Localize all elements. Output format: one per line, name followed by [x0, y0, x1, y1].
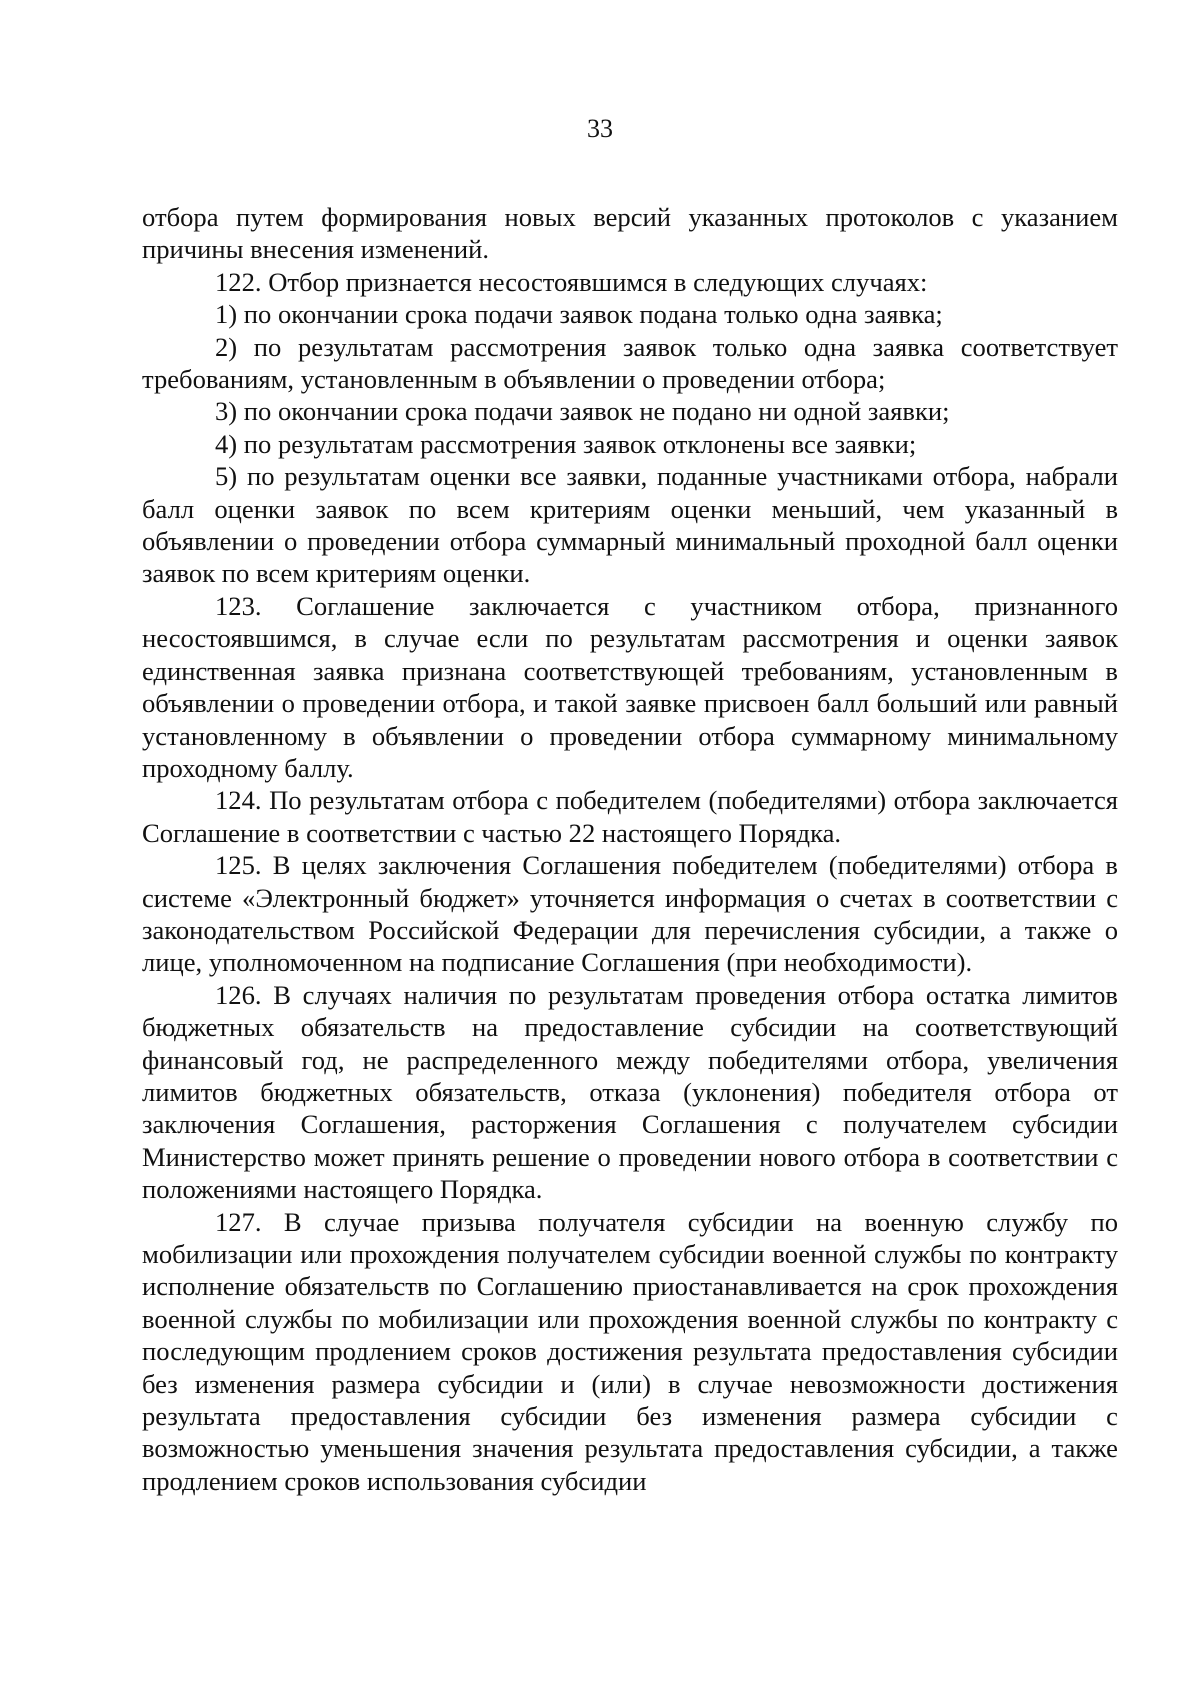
list-item-4: 4) по результатам рассмотрения заявок отклонены все заявки; [215, 428, 917, 459]
paragraph-124: 124. По результатам отбора с победителем (победителями) отбора заключается Соглашение в соответствии с частью 22 настоящего Порядка. [142, 785, 1118, 848]
list-item-1: 1) по окончании срока подачи заявок подана только одна заявка; [215, 299, 943, 330]
paragraph-125: 125. В целях заключения Соглашения победителем (победителями) отбора в системе «Электронный бюджет» уточняется информация о счетах в соответствии с законодательством Российской Федерации для перечисления субсидии, а также о лице, уполномоченном на подписание Соглашения (при необходимости). [142, 850, 1118, 978]
paragraph-127: 127. В случае призыва получателя субсидии на военную службу по мобилизации или прохождения получателем субсидии военной службы по контракту исполнение обязательств по Соглашению приостанавливается на срок прохождения военной службы по мобилизации или прохождения военной службы по контракту с последующим продлением сроков достижения результата предоставления субсидии без изменения размера субсидии и (или) в случае невозможности достижения результата предоставления субсидии без изменения размера субсидии с возможностью уменьшения значения результата предоставления субсидии, а также продлением сроков использования субсидии [142, 1206, 1118, 1496]
list-item-3: 3) по окончании срока подачи заявок не подано ни одной заявки; [215, 396, 950, 427]
paragraph-continuation: отбора путем формирования новых версий указанных протоколов с указанием причины внесения изменений. [142, 202, 1118, 265]
list-item-5: 5) по результатам оценки все заявки, поданные участниками отбора, набрали балл оценки заявок по всем критериям оценки меньший, чем указанный в объявлении о проведении отбора суммарный минимальный проходной балл оценки заявок по всем критериям оценки. [142, 461, 1118, 589]
document-body [142, 201, 1118, 1497]
paragraph-123: 123. Соглашение заключается с участником отбора, признанного несостоявшимся, в случае если по результатам рассмотрения и оценки заявок единственная заявка признана соответствующей требованиям, установленным в объявлении о проведении отбора, и такой заявке присвоен балл больший или равный установленному в объявлении о проведении отбора суммарному минимальному проходному баллу. [142, 590, 1118, 783]
paragraph-126: 126. В случаях наличия по результатам проведения отбора остатка лимитов бюджетных обязательств на предоставление субсидии на соответствующий финансовый год, не распределенного между победителями отбора, увеличения лимитов бюджетных обязательств, отказа (уклонения) победителя отбора от заключения Соглашения, расторжения Соглашения с получателем субсидии Министерство может принять решение о проведении нового отбора в соответствии с положениями настоящего Порядка. [142, 979, 1118, 1205]
page-number: 33 [587, 114, 613, 143]
list-item-2: 2) по результатам рассмотрения заявок только одна заявка соответствует требованиям, установленным в объявлении о проведении отбора; [142, 331, 1118, 395]
paragraph-122: 122. Отбор признается несостоявшимся в следующих случаях: [215, 266, 928, 297]
